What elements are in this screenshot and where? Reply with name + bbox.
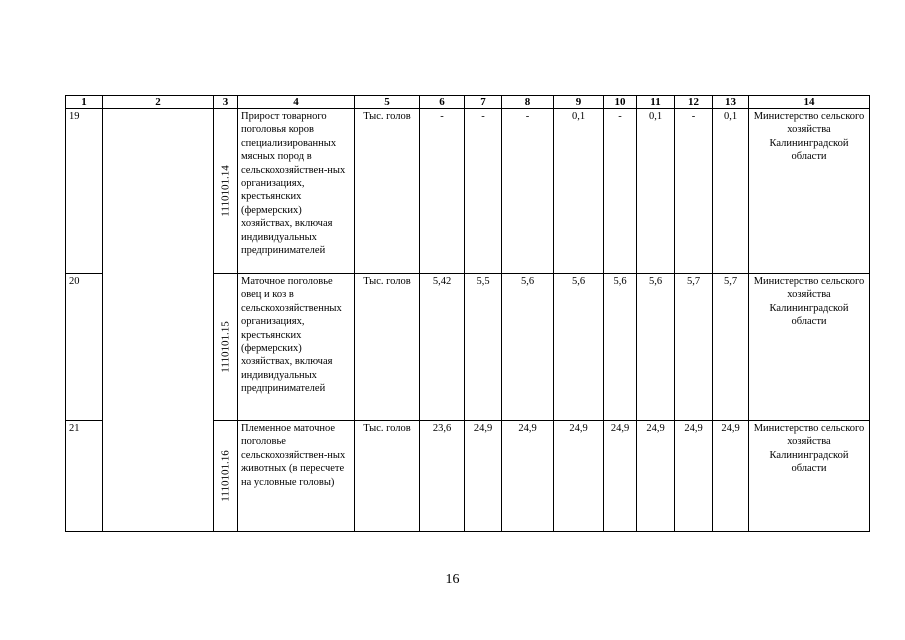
row-number: 21	[66, 421, 103, 532]
header-cell: 5	[355, 96, 420, 109]
indicator-name: Прирост товарного поголовья коров специализированных мясных пород в сельскохозяйствен-ных организациях, крестьянских (фермерских) хозяйствах, включая индивидуальных предпринимателей	[238, 109, 355, 274]
indicator-code: 1110101.15	[218, 321, 231, 373]
header-cell: 3	[214, 96, 238, 109]
header-cell: 12	[675, 96, 713, 109]
value-cell: 24,9	[675, 421, 713, 532]
value-cell: 23,6	[420, 421, 465, 532]
value-cell: 24,9	[713, 421, 749, 532]
header-cell: 2	[103, 96, 214, 109]
value-cell: 5,6	[502, 274, 554, 421]
responsible: Министерство сельского хозяйства Калининградской области	[749, 109, 870, 274]
code-cell	[214, 109, 238, 274]
table-row	[66, 109, 870, 274]
header-cell: 10	[604, 96, 637, 109]
indicator-name: Племенное маточное поголовье сельскохозяйствен-ных животных (в пересчете на условные головы)	[238, 421, 355, 532]
indicator-code: 1110101.16	[218, 450, 231, 502]
header-cell: 8	[502, 96, 554, 109]
row-number: 19	[66, 109, 103, 274]
value-cell: 24,9	[604, 421, 637, 532]
header-cell: 7	[465, 96, 502, 109]
value-cell: 24,9	[637, 421, 675, 532]
value-cell: 5,6	[637, 274, 675, 421]
value-cell: 5,7	[675, 274, 713, 421]
value-cell: -	[675, 109, 713, 274]
value-cell: 24,9	[465, 421, 502, 532]
indicator-name: Маточное поголовье овец и коз в сельскохозяйственных организациях, крестьянских (фермерских) хозяйствах, включая индивидуальных предпринимателей	[238, 274, 355, 421]
value-cell: 0,1	[713, 109, 749, 274]
code-cell	[214, 421, 238, 532]
value-cell: 5,7	[713, 274, 749, 421]
page-number: 16	[445, 572, 460, 587]
value-cell: 24,9	[554, 421, 604, 532]
value-cell: -	[502, 109, 554, 274]
value-cell: -	[465, 109, 502, 274]
header-cell: 13	[713, 96, 749, 109]
value-cell: -	[420, 109, 465, 274]
value-cell: 0,1	[554, 109, 604, 274]
responsible: Министерство сельского хозяйства Калининградской области	[749, 274, 870, 421]
header-row	[66, 96, 870, 109]
merged-empty-cell	[103, 109, 214, 532]
indicator-code: 1110101.14	[218, 165, 231, 217]
unit: Тыс. голов	[355, 421, 420, 532]
header-cell: 1	[66, 96, 103, 109]
unit: Тыс. голов	[355, 274, 420, 421]
value-cell: 5,6	[604, 274, 637, 421]
header-cell: 6	[420, 96, 465, 109]
row-number: 20	[66, 274, 103, 421]
value-cell: 5,6	[554, 274, 604, 421]
unit: Тыс. голов	[355, 109, 420, 274]
value-cell: 24,9	[502, 421, 554, 532]
header-cell: 9	[554, 96, 604, 109]
header-cell: 4	[238, 96, 355, 109]
value-cell: 5,5	[465, 274, 502, 421]
value-cell: 5,42	[420, 274, 465, 421]
header-cell: 11	[637, 96, 675, 109]
indicators-table	[65, 95, 870, 532]
responsible: Министерство сельского хозяйства Калининградской области	[749, 421, 870, 532]
value-cell: 0,1	[637, 109, 675, 274]
value-cell: -	[604, 109, 637, 274]
header-cell: 14	[749, 96, 870, 109]
code-cell	[214, 274, 238, 421]
